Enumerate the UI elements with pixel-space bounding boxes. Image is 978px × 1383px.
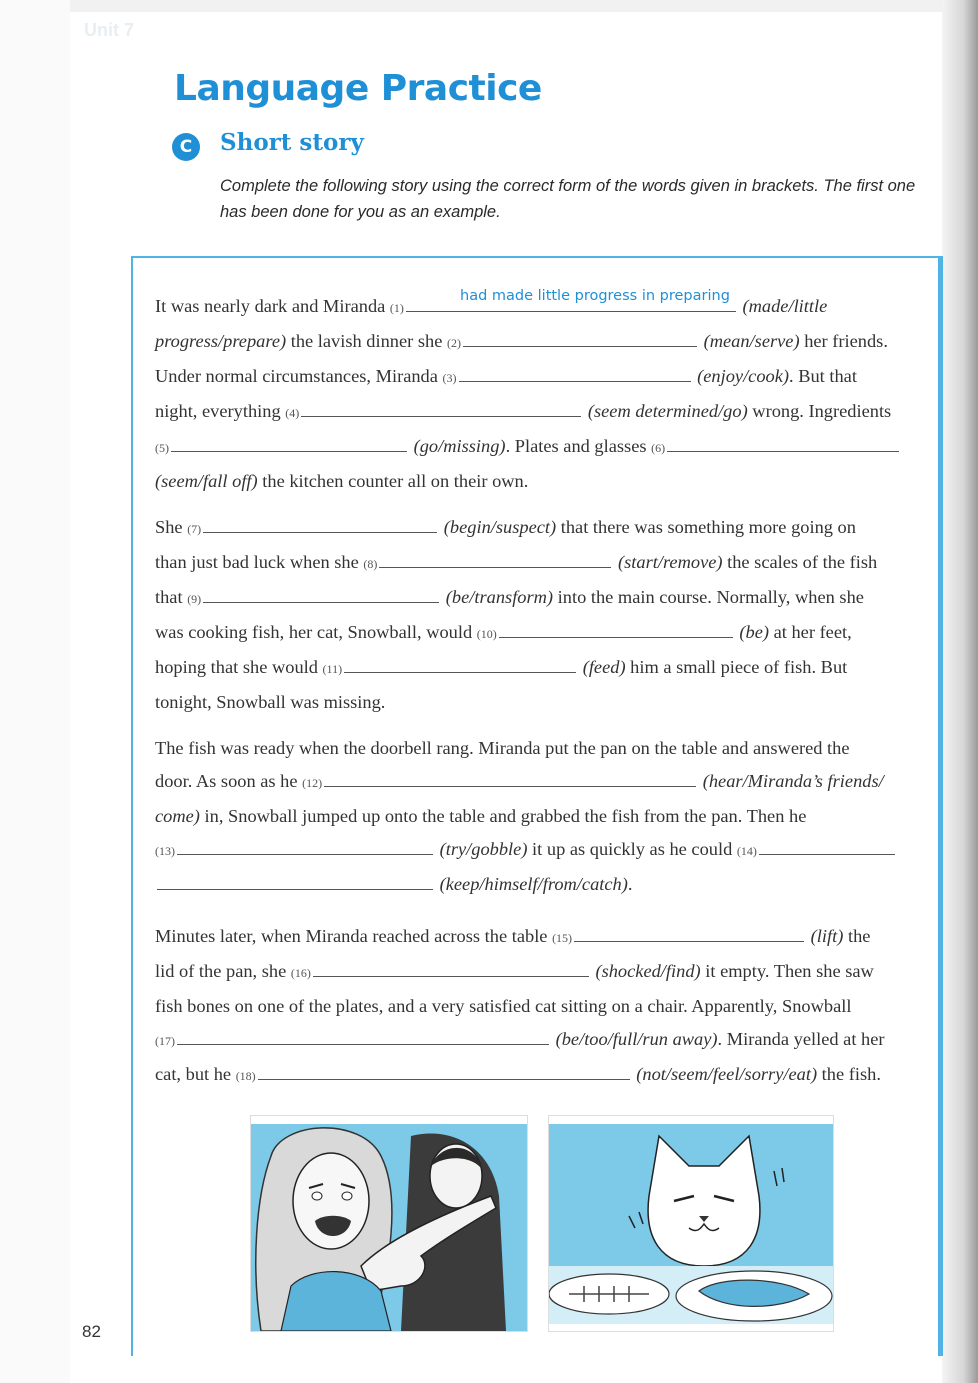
story-text: night, everything bbox=[155, 401, 286, 421]
story-text: into the main course. Normally, when she bbox=[553, 587, 864, 607]
story-text: It was nearly dark and Miranda bbox=[155, 296, 390, 316]
word-hint: (mean/serve) bbox=[699, 331, 800, 351]
story-text: the fish. bbox=[817, 1064, 881, 1084]
story-text: the scales of the fish bbox=[722, 552, 878, 572]
word-hint: (go/missing) bbox=[409, 436, 506, 456]
word-hint: (be/transform) bbox=[441, 587, 554, 607]
story-text: it empty. Then she saw bbox=[700, 961, 874, 981]
instructions: Complete the following story using the correct form of the words given in brackets. The first one has been done for you as an example. bbox=[220, 177, 916, 221]
story-text: the lavish dinner she bbox=[286, 331, 447, 351]
miranda-drawing bbox=[251, 1116, 527, 1331]
page-margin-left bbox=[0, 0, 70, 1383]
blank-number: (11) bbox=[322, 662, 343, 676]
story-text: her friends. bbox=[799, 331, 888, 351]
blank-number: (6) bbox=[651, 441, 666, 455]
blank-number: (8) bbox=[363, 557, 378, 571]
word-hint: (lift) bbox=[806, 926, 844, 946]
unit-tab: Unit 7 bbox=[84, 20, 135, 40]
section-badge: C bbox=[172, 133, 200, 161]
answer-blank[interactable] bbox=[667, 436, 899, 452]
word-hint: (shocked/find) bbox=[590, 961, 701, 981]
answer-blank[interactable] bbox=[344, 657, 576, 673]
word-hint: (be/too/full/run away) bbox=[551, 1029, 718, 1049]
story-text: The fish was ready when the doorbell rang. Miranda put the pan on the table and answered the bbox=[155, 738, 850, 758]
story-text: Under normal circumstances, Miranda bbox=[155, 366, 443, 386]
story-text: lid of the pan, she bbox=[155, 961, 291, 981]
answer-blank[interactable] bbox=[171, 436, 407, 452]
story-text: hoping that she would bbox=[155, 657, 323, 677]
story-text: wrong. Ingredients bbox=[747, 401, 892, 421]
blank-number: (14) bbox=[736, 844, 757, 858]
blank-number: (12) bbox=[302, 776, 323, 790]
illustration-miranda-yelling bbox=[250, 1115, 528, 1332]
blank-number: (2) bbox=[447, 336, 461, 350]
answer-blank[interactable] bbox=[759, 839, 895, 855]
story-paragraph-4 bbox=[155, 920, 930, 1093]
story-text: was cooking fish, her cat, Snowball, would bbox=[155, 622, 477, 642]
blank-number: (17) bbox=[155, 1034, 175, 1048]
word-hint: (seem determined/go) bbox=[583, 401, 748, 421]
story-text: fish bones on one of the plates, and a very satisfied cat sitting on a chair. Apparently, Snowball bbox=[155, 996, 852, 1016]
page-top-band bbox=[70, 0, 950, 12]
story-text: that there was something more going on bbox=[556, 517, 856, 537]
answer-blank[interactable] bbox=[203, 517, 437, 533]
example-answer: had made little progress in preparing bbox=[460, 288, 730, 304]
answer-blank[interactable] bbox=[574, 926, 804, 942]
word-hint: (feed) bbox=[578, 657, 626, 677]
answer-blank[interactable] bbox=[258, 1064, 630, 1080]
cat-drawing bbox=[549, 1116, 833, 1331]
story-text: the bbox=[843, 926, 871, 946]
word-hint: (try/gobble) bbox=[435, 839, 528, 859]
answer-blank[interactable] bbox=[463, 331, 697, 347]
word-hint: (made/little bbox=[737, 296, 828, 316]
story-paragraph-1 bbox=[155, 290, 930, 498]
story-text: the kitchen counter all on their own. bbox=[257, 471, 529, 491]
word-hint: (hear/Miranda’s friends/ bbox=[698, 771, 884, 791]
word-hint: (be) bbox=[734, 622, 770, 642]
answer-blank[interactable] bbox=[324, 771, 696, 787]
story-text: than just bad luck when she bbox=[155, 552, 364, 572]
word-hint: (seem/fall off) bbox=[155, 471, 258, 491]
story-text: . bbox=[627, 874, 633, 894]
story-text: him a small piece of fish. But bbox=[625, 657, 848, 677]
word-hint: come) bbox=[155, 806, 200, 826]
answer-blank[interactable] bbox=[177, 1029, 549, 1045]
story-paragraph-3 bbox=[155, 732, 930, 901]
page-binding-shadow bbox=[942, 0, 978, 1383]
blank-number: (3) bbox=[442, 371, 457, 385]
section-title: Short story bbox=[220, 129, 364, 156]
blank-number: (10) bbox=[476, 627, 497, 641]
story-text: that bbox=[155, 587, 188, 607]
answer-blank[interactable] bbox=[177, 839, 433, 855]
illustration-cat-fish bbox=[548, 1115, 834, 1332]
story-text: it up as quickly as he could bbox=[527, 839, 737, 859]
word-hint: (enjoy/cook) bbox=[692, 366, 790, 386]
blank-number: (16) bbox=[290, 966, 311, 980]
story-text: . Plates and glasses bbox=[505, 436, 652, 456]
story-text: at her feet, bbox=[769, 622, 852, 642]
blank-number: (15) bbox=[552, 931, 573, 945]
word-hint: (keep/himself/from/catch) bbox=[435, 874, 628, 894]
blank-number: (1) bbox=[389, 301, 404, 315]
story-text: She bbox=[155, 517, 188, 537]
story-paragraph-2 bbox=[155, 511, 930, 719]
word-hint: (begin/suspect) bbox=[439, 517, 557, 537]
answer-blank[interactable] bbox=[313, 961, 589, 977]
story-text: tonight, Snowball was missing. bbox=[155, 692, 386, 712]
word-hint: (not/seem/feel/sorry/eat) bbox=[631, 1064, 818, 1084]
story-text: door. As soon as he bbox=[155, 771, 303, 791]
word-hint: (start/remove) bbox=[613, 552, 723, 572]
story-text: . But that bbox=[789, 366, 857, 386]
page-number: 82 bbox=[82, 1322, 101, 1341]
answer-blank[interactable] bbox=[459, 366, 691, 382]
blank-number: (9) bbox=[187, 592, 202, 606]
story-text: Minutes later, when Miranda reached across the table bbox=[155, 926, 553, 946]
blank-number: (5) bbox=[155, 441, 169, 455]
page-title: Language Practice bbox=[174, 68, 542, 109]
blank-number: (13) bbox=[155, 844, 175, 858]
story-text: cat, but he bbox=[155, 1064, 236, 1084]
answer-blank[interactable] bbox=[379, 552, 611, 568]
blank-number: (7) bbox=[187, 522, 202, 536]
story-text: . Miranda yelled at her bbox=[717, 1029, 885, 1049]
answer-blank[interactable] bbox=[499, 622, 733, 638]
answer-blank[interactable] bbox=[157, 874, 433, 890]
blank-number: (18) bbox=[235, 1069, 256, 1083]
story-text: in, Snowball jumped up onto the table and grabbed the fish from the pan. Then he bbox=[199, 806, 807, 826]
word-hint: progress/prepare) bbox=[155, 331, 287, 351]
answer-blank[interactable] bbox=[301, 401, 581, 417]
answer-blank[interactable] bbox=[203, 587, 439, 603]
blank-number: (4) bbox=[285, 406, 300, 420]
